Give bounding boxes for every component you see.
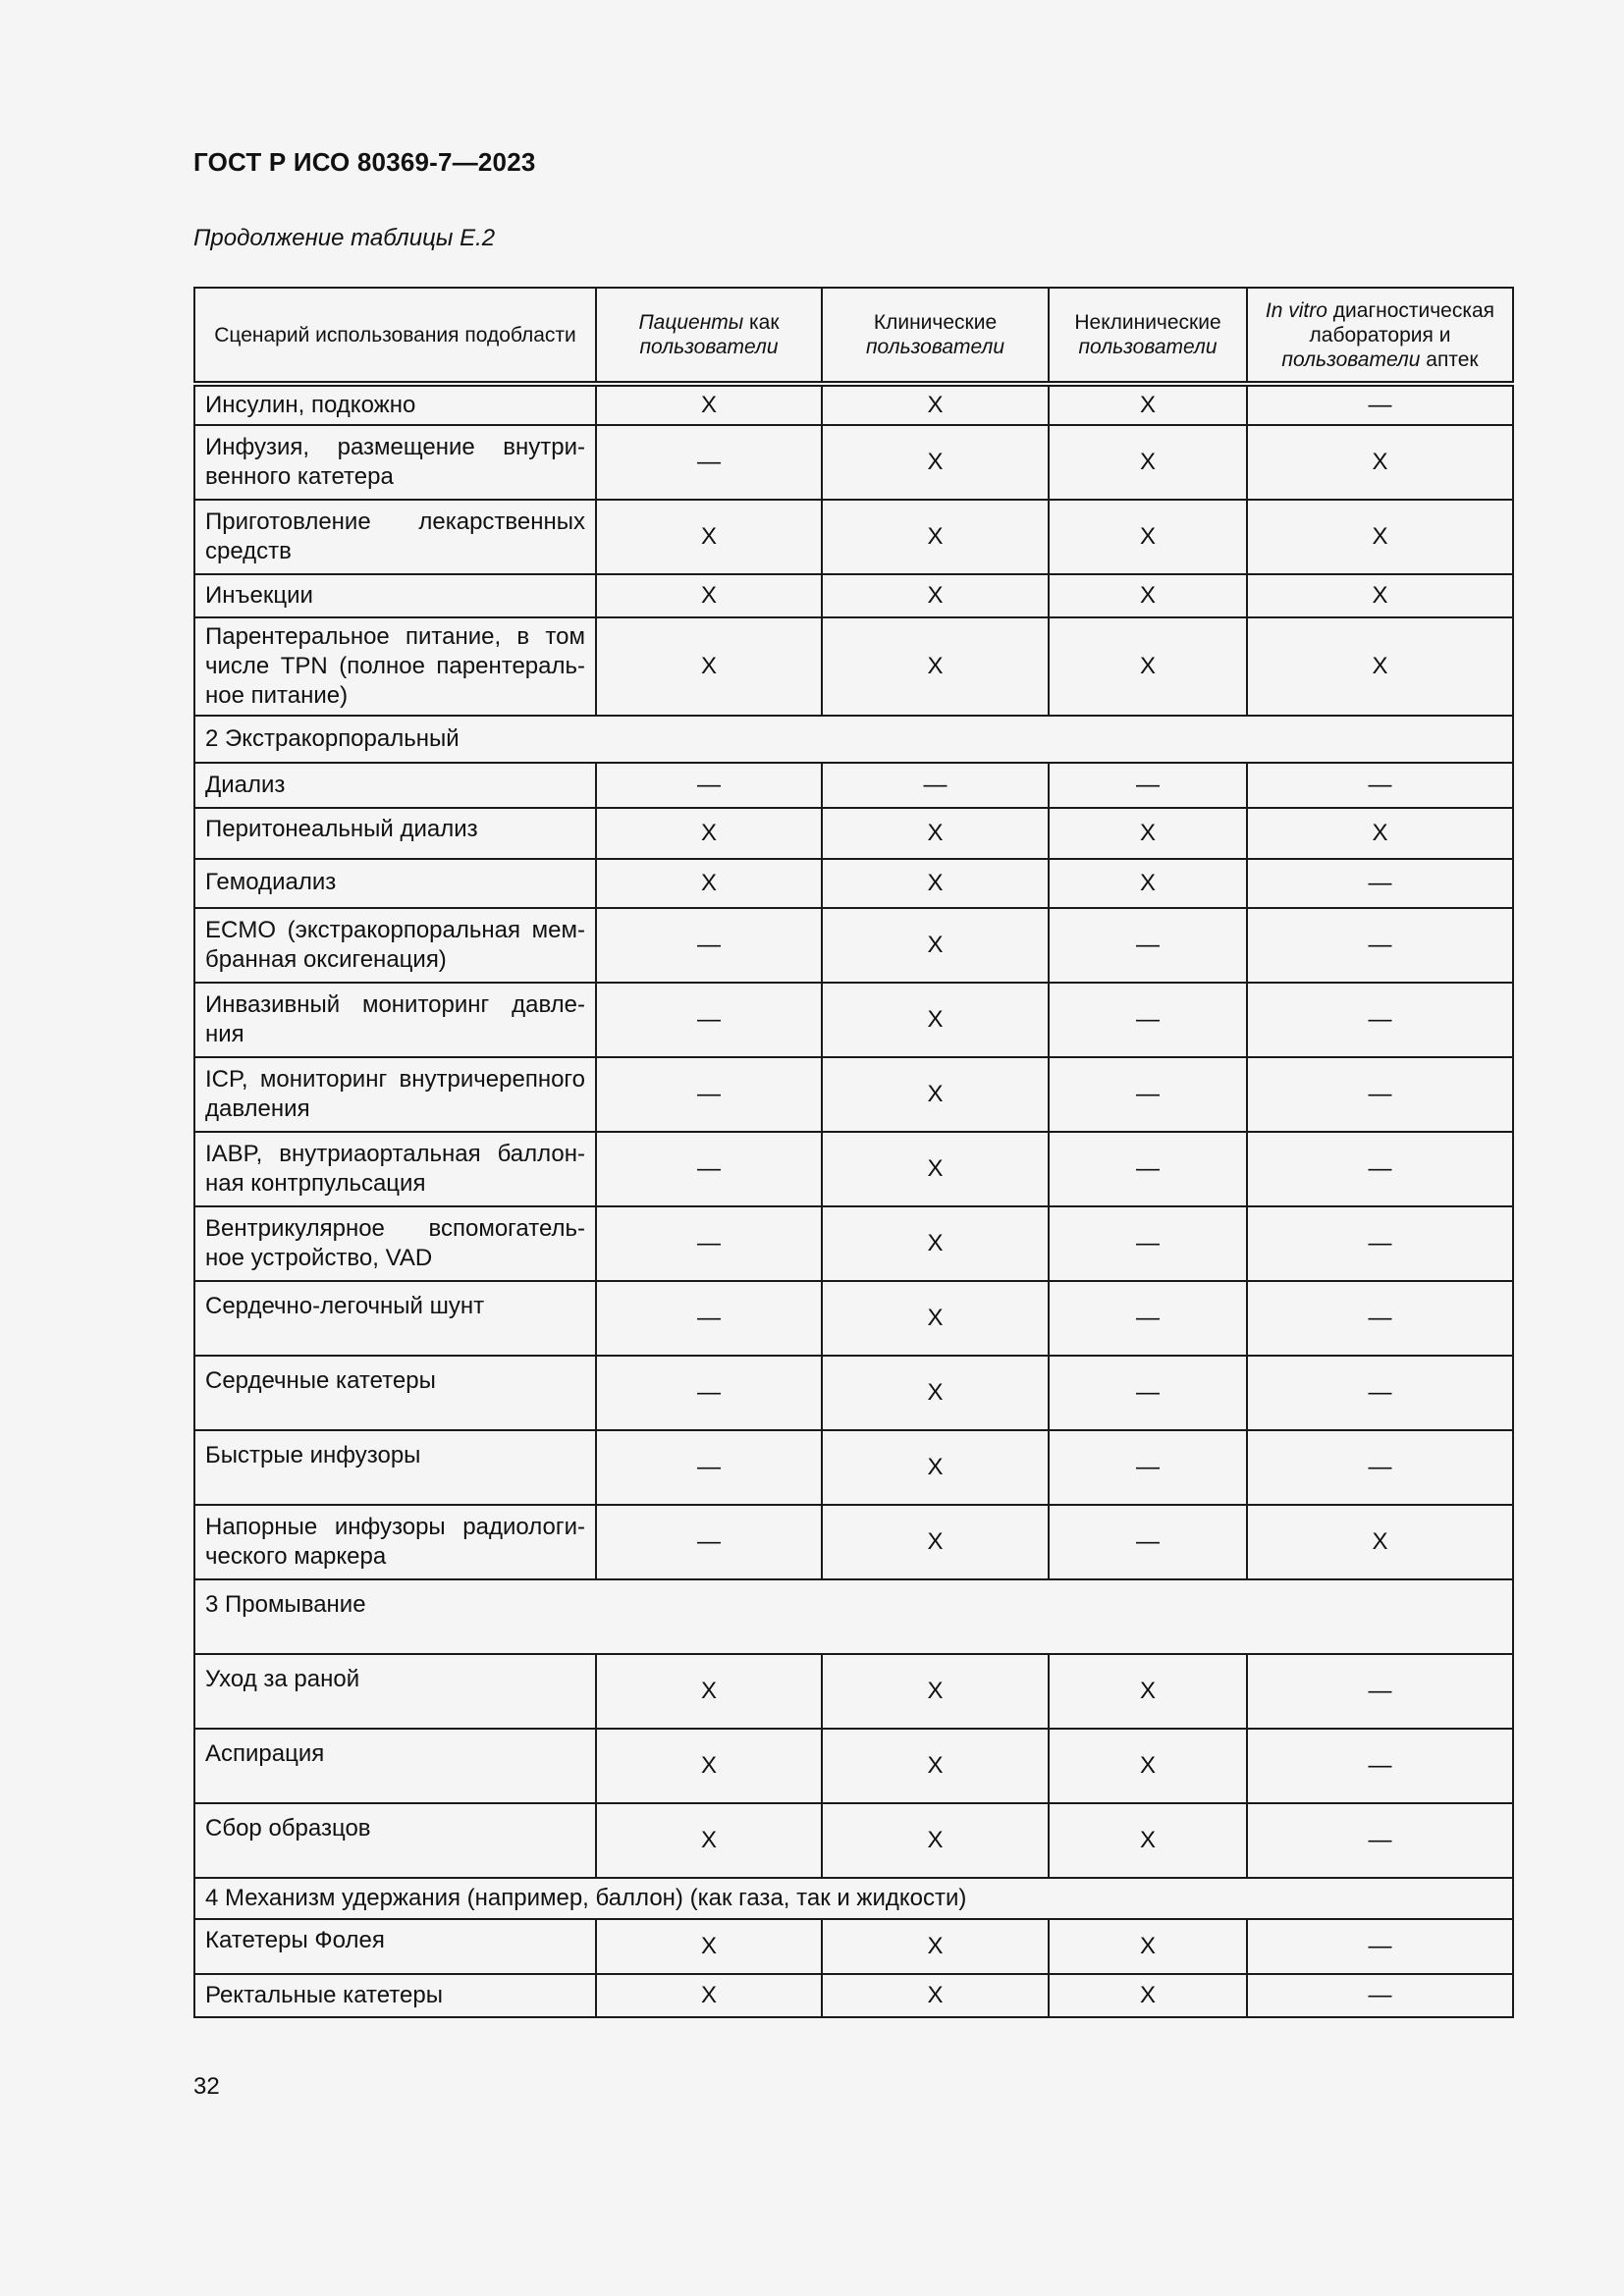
scenario-cell: Инвазивный мониторинг давле-ния [194, 983, 596, 1057]
scenario-cell: ICP, мониторинг внутричерепного давления [194, 1057, 596, 1132]
value-cell: — [1247, 1281, 1513, 1356]
table-row [194, 1281, 1513, 1356]
value-cell: X [822, 1206, 1049, 1281]
value-cell: X [822, 1430, 1049, 1505]
table-row [194, 1356, 1513, 1430]
value-cell: X [1049, 1729, 1247, 1803]
value-cell: X [822, 1919, 1049, 1974]
value-cell: — [1247, 908, 1513, 983]
scenario-cell: Катетеры Фолея [194, 1919, 596, 1974]
value-cell: X [596, 808, 822, 859]
section-heading: 4 Механизм удержания (например, баллон) (как газа, так и жидкости) [194, 1878, 1513, 1919]
table-row [194, 908, 1513, 983]
value-cell: X [1049, 808, 1247, 859]
value-cell: X [1049, 425, 1247, 500]
table-row [194, 384, 1513, 425]
scenario-cell: Инъекции [194, 574, 596, 617]
value-cell: X [1049, 384, 1247, 425]
value-cell: — [1049, 1132, 1247, 1206]
value-cell: — [1049, 763, 1247, 808]
table-caption: Продолжение таблицы Е.2 [193, 225, 496, 251]
table-row [194, 1919, 1513, 1974]
scenario-cell: Ректальные катетеры [194, 1974, 596, 2017]
value-cell: — [1049, 1430, 1247, 1505]
section-heading: 2 Экстракорпоральный [194, 716, 1513, 763]
value-cell: — [1247, 1974, 1513, 2017]
usage-scenarios-table [193, 287, 1514, 2018]
value-cell: X [822, 1356, 1049, 1430]
value-cell: X [596, 384, 822, 425]
value-cell: X [822, 1729, 1049, 1803]
value-cell: — [1247, 1803, 1513, 1878]
page-number: 32 [193, 2073, 220, 2100]
scenario-cell: ECMO (экстракорпоральная мем-бранная оксигенация) [194, 908, 596, 983]
value-cell: X [822, 859, 1049, 908]
table-row [194, 1206, 1513, 1281]
header-patients: Пациенты как пользователи [596, 288, 822, 384]
value-cell: — [1247, 983, 1513, 1057]
value-cell: X [596, 859, 822, 908]
value-cell: — [1247, 1654, 1513, 1729]
table-row [194, 808, 1513, 859]
scenario-cell: IABP, внутриаортальная баллон-ная контрпульсация [194, 1132, 596, 1206]
table-row [194, 1803, 1513, 1878]
value-cell: X [822, 425, 1049, 500]
value-cell: — [596, 1430, 822, 1505]
value-cell: X [1247, 808, 1513, 859]
header-invitro: In vitro диагностическая лаборатория и пользователи аптек [1247, 288, 1513, 384]
document-title: ГОСТ Р ИСО 80369-7—2023 [193, 147, 536, 177]
scenario-cell: Приготовление лекарственных средств [194, 500, 596, 574]
value-cell: — [596, 425, 822, 500]
value-cell: — [1247, 1356, 1513, 1430]
value-cell: X [822, 1654, 1049, 1729]
header-clinical: Клинические пользователи [822, 288, 1049, 384]
scenario-cell: Инфузия, размещение внутри-венного катетера [194, 425, 596, 500]
value-cell: X [596, 500, 822, 574]
table-row [194, 1654, 1513, 1729]
table-row [194, 1729, 1513, 1803]
value-cell: X [822, 1281, 1049, 1356]
value-cell: X [1247, 1505, 1513, 1579]
value-cell: — [1247, 1729, 1513, 1803]
table-row [194, 500, 1513, 574]
table-row [194, 859, 1513, 908]
value-cell: X [822, 384, 1049, 425]
value-cell: — [596, 983, 822, 1057]
value-cell: — [596, 1505, 822, 1579]
value-cell: — [1247, 1132, 1513, 1206]
value-cell: X [596, 1729, 822, 1803]
scenario-cell: Вентрикулярное вспомогатель-ное устройство, VAD [194, 1206, 596, 1281]
section-row [194, 716, 1513, 763]
section-heading: 3 Промывание [194, 1579, 1513, 1654]
scenario-cell: Сердечно-легочный шунт [194, 1281, 596, 1356]
value-cell: X [1049, 1803, 1247, 1878]
scenario-cell: Инсулин, подкожно [194, 384, 596, 425]
value-cell: — [596, 1281, 822, 1356]
value-cell: X [822, 908, 1049, 983]
scenario-cell: Парентеральное питание, в том числе TPN (полное парентераль-ное питание) [194, 617, 596, 716]
value-cell: — [1049, 908, 1247, 983]
value-cell: X [596, 1919, 822, 1974]
table-row [194, 983, 1513, 1057]
value-cell: — [596, 1132, 822, 1206]
value-cell: X [822, 1803, 1049, 1878]
value-cell: — [1049, 1505, 1247, 1579]
value-cell: X [596, 574, 822, 617]
value-cell: X [822, 1974, 1049, 2017]
scenario-cell: Быстрые инфузоры [194, 1430, 596, 1505]
value-cell: X [822, 1505, 1049, 1579]
value-cell: X [1049, 859, 1247, 908]
table-row [194, 1430, 1513, 1505]
value-cell: X [596, 1974, 822, 2017]
value-cell: X [1049, 1654, 1247, 1729]
scenario-cell: Аспирация [194, 1729, 596, 1803]
value-cell: X [822, 1132, 1049, 1206]
value-cell: — [596, 1206, 822, 1281]
scenario-cell: Сбор образцов [194, 1803, 596, 1878]
value-cell: X [822, 574, 1049, 617]
value-cell: X [1049, 574, 1247, 617]
value-cell: X [1049, 1919, 1247, 1974]
scenario-cell: Гемодиализ [194, 859, 596, 908]
value-cell: X [1049, 1974, 1247, 2017]
scenario-cell: Диализ [194, 763, 596, 808]
value-cell: X [1247, 574, 1513, 617]
value-cell: — [1049, 1057, 1247, 1132]
table-row [194, 617, 1513, 716]
value-cell: — [1049, 983, 1247, 1057]
table-row [194, 425, 1513, 500]
section-row [194, 1878, 1513, 1919]
value-cell: X [596, 617, 822, 716]
table-row [194, 1132, 1513, 1206]
value-cell: — [1247, 384, 1513, 425]
value-cell: X [822, 500, 1049, 574]
value-cell: X [596, 1654, 822, 1729]
scenario-cell: Уход за раной [194, 1654, 596, 1729]
scenario-cell: Перитонеальный диализ [194, 808, 596, 859]
value-cell: — [822, 763, 1049, 808]
value-cell: X [1247, 425, 1513, 500]
header-nonclinical: Неклинические пользователи [1049, 288, 1247, 384]
value-cell: — [596, 1356, 822, 1430]
value-cell: — [1247, 859, 1513, 908]
table-row [194, 1505, 1513, 1579]
value-cell: X [596, 1803, 822, 1878]
value-cell: — [1247, 1206, 1513, 1281]
value-cell: X [822, 1057, 1049, 1132]
scenario-cell: Напорные инфузоры радиологи-ческого маркера [194, 1505, 596, 1579]
section-row [194, 1579, 1513, 1654]
value-cell: X [1049, 617, 1247, 716]
value-cell: — [596, 763, 822, 808]
value-cell: X [822, 808, 1049, 859]
value-cell: — [596, 1057, 822, 1132]
table-row [194, 763, 1513, 808]
value-cell: — [1049, 1206, 1247, 1281]
table-row [194, 1057, 1513, 1132]
header-scenario: Сценарий использования подобласти [194, 288, 596, 384]
value-cell: — [596, 908, 822, 983]
value-cell: X [822, 983, 1049, 1057]
scenario-cell: Сердечные катетеры [194, 1356, 596, 1430]
value-cell: — [1247, 763, 1513, 808]
value-cell: X [822, 617, 1049, 716]
value-cell: — [1049, 1356, 1247, 1430]
table-row [194, 1974, 1513, 2017]
value-cell: — [1247, 1919, 1513, 1974]
table-row [194, 574, 1513, 617]
value-cell: — [1247, 1430, 1513, 1505]
value-cell: — [1247, 1057, 1513, 1132]
value-cell: X [1247, 500, 1513, 574]
value-cell: X [1049, 500, 1247, 574]
value-cell: X [1247, 617, 1513, 716]
value-cell: — [1049, 1281, 1247, 1356]
table-header-row [194, 288, 1513, 384]
